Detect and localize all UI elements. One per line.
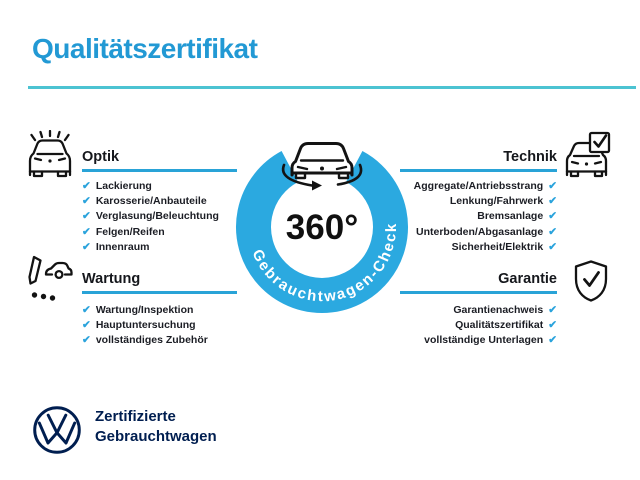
brand-claim bbox=[95, 407, 217, 447]
list-item bbox=[82, 179, 242, 194]
check-icon: ✔ bbox=[548, 304, 557, 316]
list-item bbox=[82, 209, 242, 224]
360-check-badge bbox=[222, 127, 422, 327]
item-label: Lackierung bbox=[95, 180, 152, 192]
check-icon: ✔ bbox=[548, 225, 557, 238]
section-title-optik: Optik bbox=[82, 149, 120, 165]
section-underline bbox=[400, 169, 557, 172]
degree-value: 360° bbox=[285, 208, 359, 247]
check-icon: ✔ bbox=[548, 210, 557, 223]
item-label: Innenraum bbox=[95, 240, 150, 253]
item-label: Sicherheit/Elektrik bbox=[451, 240, 544, 253]
list-item bbox=[387, 333, 557, 348]
item-label: Bremsanlage bbox=[477, 210, 544, 223]
page-title: Qualitätszertifikat bbox=[32, 33, 258, 64]
check-icon: ✔ bbox=[548, 319, 557, 332]
item-label: Karosserie/Anbauteile bbox=[95, 195, 207, 208]
item-label: Felgen/Reifen bbox=[95, 225, 165, 238]
ring-curved-label: Gebrauchtwagen-Check bbox=[248, 221, 401, 306]
item-label: vollständige Unterlagen bbox=[424, 334, 544, 347]
check-icon: ✔ bbox=[82, 180, 91, 192]
optik-checklist bbox=[82, 179, 242, 255]
item-label: Aggregate/Antriebsstrang bbox=[413, 180, 544, 192]
list-item bbox=[82, 240, 242, 255]
car-shine-icon bbox=[27, 130, 73, 178]
section-underline bbox=[400, 291, 557, 294]
check-icon: ✔ bbox=[548, 180, 557, 192]
item-label: vollständiges Zubehör bbox=[95, 334, 208, 347]
check-icon: ✔ bbox=[82, 240, 91, 253]
brand-line-2: Gebrauchtwagen bbox=[95, 428, 217, 445]
list-item bbox=[82, 333, 252, 348]
list-item bbox=[82, 194, 242, 209]
section-title-wartung: Wartung bbox=[82, 271, 141, 287]
title-divider bbox=[28, 86, 636, 89]
vw-logo bbox=[31, 404, 83, 456]
section-title-technik: Technik bbox=[503, 149, 557, 165]
service-pen-icon bbox=[25, 254, 73, 304]
item-label: Unterboden/Abgasanlage bbox=[416, 225, 544, 238]
section-underline bbox=[82, 291, 237, 294]
check-icon: ✔ bbox=[82, 334, 91, 347]
item-label: Verglasung/Beleuchtung bbox=[95, 210, 219, 223]
check-icon: ✔ bbox=[548, 195, 557, 208]
check-icon: ✔ bbox=[548, 240, 557, 253]
check-icon: ✔ bbox=[82, 210, 91, 223]
section-title-garantie: Garantie bbox=[498, 271, 557, 287]
check-icon: ✔ bbox=[82, 319, 91, 332]
item-label: Qualitätszertifikat bbox=[455, 319, 544, 332]
shield-check-icon bbox=[573, 259, 609, 303]
brand-line-1: Zertifizierte bbox=[95, 408, 176, 425]
check-icon: ✔ bbox=[548, 334, 557, 347]
check-icon: ✔ bbox=[82, 225, 91, 238]
section-underline bbox=[82, 169, 237, 172]
item-label: Hauptuntersuchung bbox=[95, 319, 196, 332]
list-item bbox=[82, 225, 242, 240]
item-label: Lenkung/Fahrwerk bbox=[449, 195, 544, 208]
item-label: Garantienachweis bbox=[453, 304, 544, 316]
check-icon: ✔ bbox=[82, 304, 91, 316]
car-checkbox-icon bbox=[562, 131, 612, 179]
item-label: Wartung/Inspektion bbox=[95, 304, 194, 316]
check-icon: ✔ bbox=[82, 195, 91, 208]
